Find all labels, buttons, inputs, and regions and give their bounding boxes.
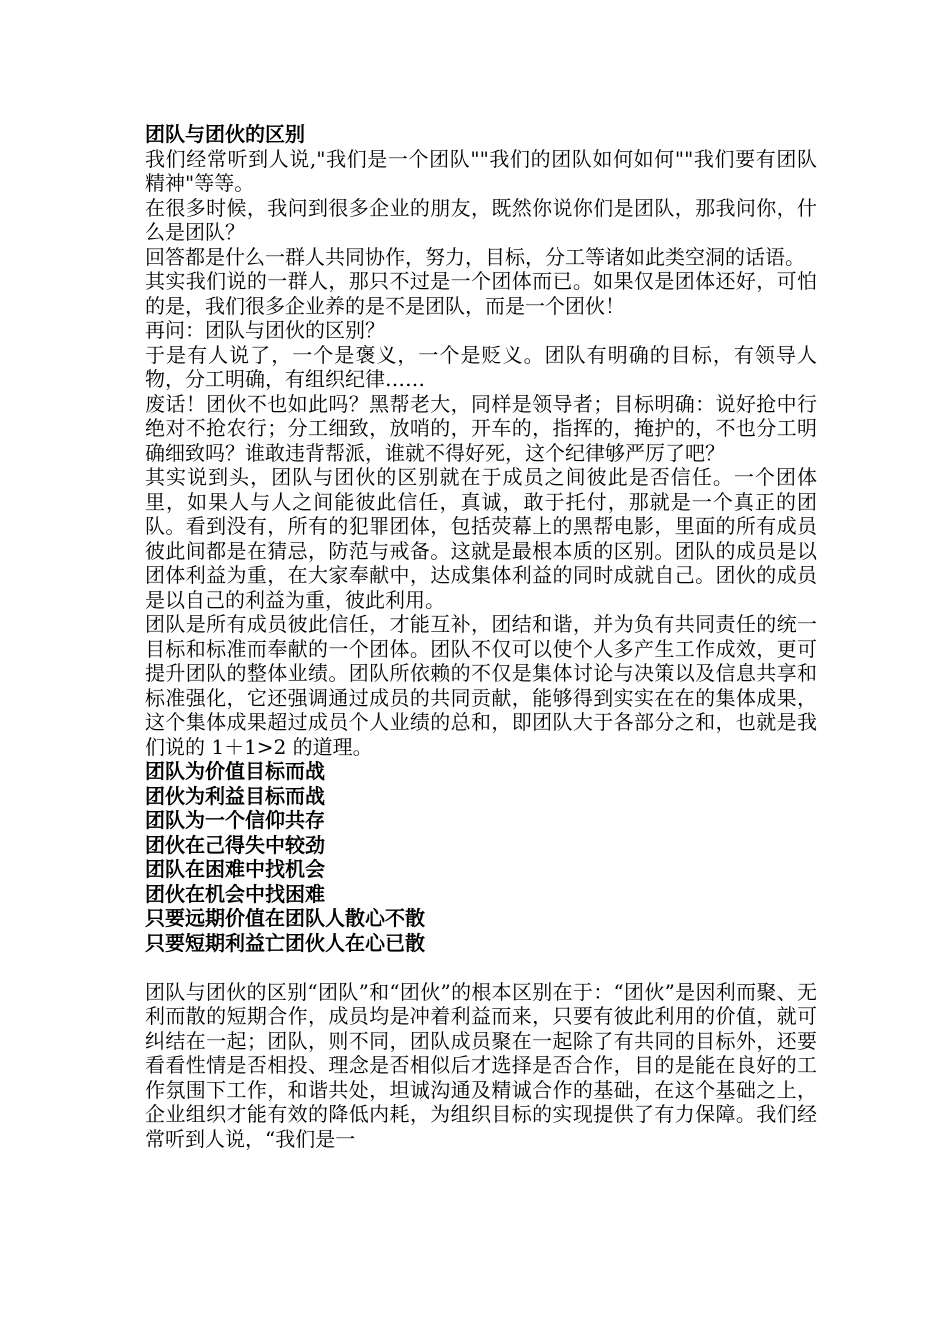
paragraph-9: 团队是所有成员彼此信任，才能互补，团结和谐，并为负有共同责任的统一目标和标准而奉献的一个团体。团队不仅可以使个人多产生工作成效，更可提升团队的整体业绩。团队所依赖的不仅是集体讨论与决策以及信息共享和标准强化，它还强调通过成员的共同贡献，能够得到实实在在的集体成果，这个集体成果超过成员个人业绩的总和，即团队大于各部分之和，也就是我们说的 1＋1>2 的道理。 [145, 612, 817, 759]
slogan-item: 团伙为利益目标而战 [145, 783, 325, 808]
paragraph-4: 其实我们说的一群人，那只不过是一个团体而已。如果仅是团体还好，可怕的是，我们很多企业养的是不是团队，而是一个团伙！ [145, 269, 817, 318]
blank-line [145, 955, 817, 980]
slogan-list [145, 759, 817, 955]
slogan-item: 团队在困难中找机会 [145, 857, 325, 881]
paragraph-3: 回答都是什么一群人共同协作，努力，目标，分工等诸如此类空洞的话语。 [145, 244, 805, 269]
closing-paragraph: 团队与团伙的区别“团队”和“团伙”的根本区别在于：“团伙”是因利而聚、无利而散的短期合作，成员均是冲着利益而来，只要有彼此利用的价值，就可纠结在一起；团队，则不同，团队成员聚在一起除了有共同的目标外，还要看看性情是否相投、理念是否相似后才选择是否合作，目的是能在良好的工作氛围下工作，和谐共处，坦诚沟通及精诚合作的基础，在这个基础之上，企业组织才能有效的降低内耗，为组织目标的实现提供了有力保障。我们经常听到人说，“我们是一 [145, 979, 817, 1151]
paragraph-2: 在很多时候，我问到很多企业的朋友，既然你说你们是团队，那我问你，什么是团队？ [145, 195, 817, 244]
slogan-item: 只要短期利益亡团伙人在心已散 [145, 930, 425, 955]
slogan-item: 团伙在机会中找困难 [145, 881, 325, 906]
paragraph-1: 我们经常听到人说,"我们是一个团队""我们的团队如何如何""我们要有团队精神"等等。 [145, 146, 817, 195]
slogan-item: 团队为一个信仰共存 [145, 808, 325, 832]
slogan-item: 只要远期价值在团队人散心不散 [145, 906, 425, 930]
paragraph-5: 再问：团队与团伙的区别？ [145, 318, 385, 342]
paragraph-7: 废话！团伙不也如此吗？黑帮老大，同样是领导者；目标明确：说好抢中行绝对不抢农行；分工细致，放哨的，开车的，指挥的，掩护的，不也分工明确细致吗？谁敢违背帮派，谁就不得好死，这个纪律够严厉了吧？ [145, 391, 817, 465]
slogan-item: 团伙在己得失中较劲 [145, 832, 325, 857]
document-title: 团队与团伙的区别 [145, 122, 305, 146]
paragraph-8: 其实说到头，团队与团伙的区别就在于成员之间彼此是否信任。一个团体里，如果人与人之间能彼此信任，真诚，敢于托付，那就是一个真正的团队。看到没有，所有的犯罪团体，包括荧幕上的黑帮电影，里面的所有成员彼此间都是在猜忌，防范与戒备。这就是最根本质的区别。团队的成员是以团体利益为重，在大家奉献中，达成集体利益的同时成就自己。团伙的成员是以自己的利益为重，彼此利用。 [145, 465, 817, 612]
paragraph-6: 于是有人说了，一个是褒义，一个是贬义。团队有明确的目标，有领导人物，分工明确，有组织纪律…… [145, 342, 817, 391]
document-page [145, 122, 817, 1151]
slogan-item: 团队为价值目标而战 [145, 759, 325, 783]
